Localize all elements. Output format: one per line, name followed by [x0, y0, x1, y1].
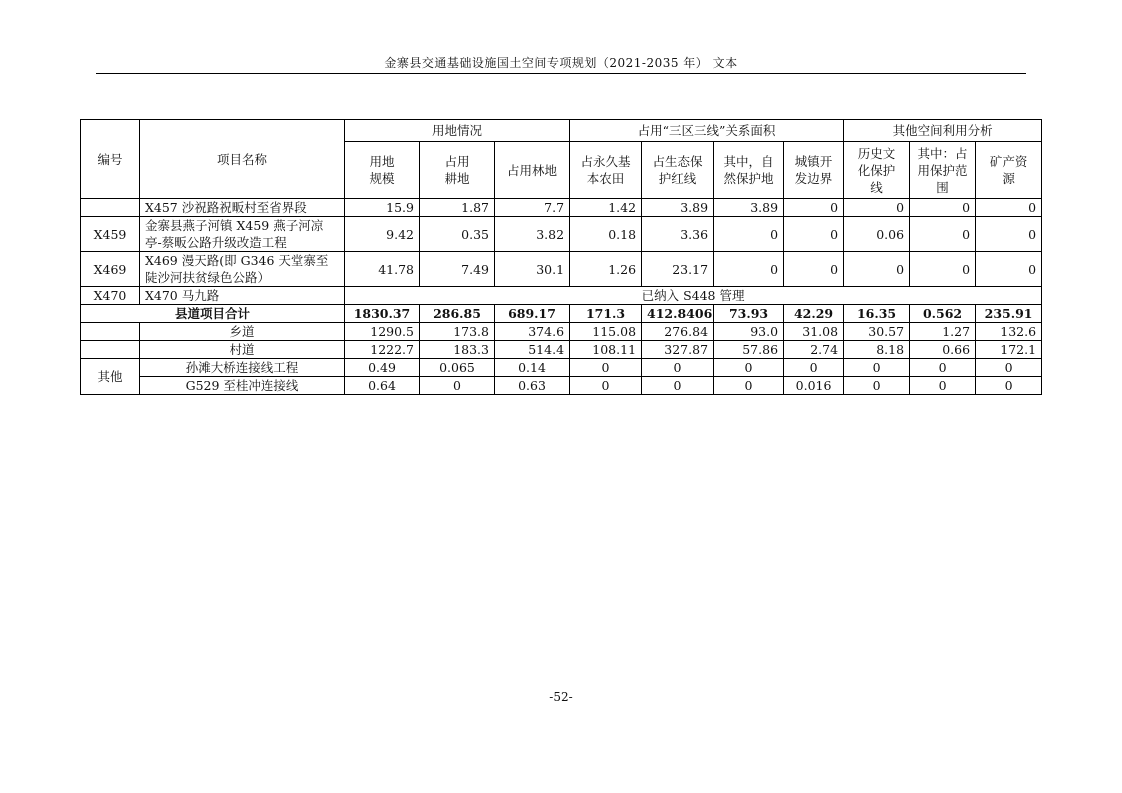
table-body	[81, 199, 1042, 395]
value-cell: 0	[420, 377, 495, 395]
value-cell: 1.87	[420, 199, 495, 217]
value-cell: 0	[844, 377, 910, 395]
value-cell: 3.89	[714, 199, 784, 217]
value-cell: 0	[844, 359, 910, 377]
value-cell: 115.08	[570, 323, 642, 341]
value-cell: 0.06	[844, 217, 910, 252]
road-type-name: 乡道	[140, 323, 345, 341]
value-cell: 0	[910, 359, 976, 377]
value-cell: 0	[714, 377, 784, 395]
table-row	[81, 323, 1042, 341]
total-value: 73.93	[714, 305, 784, 323]
col-name-header: 项目名称	[140, 120, 345, 199]
value-cell: 172.1	[976, 341, 1042, 359]
group-land-use: 用地情况	[345, 120, 570, 142]
total-label: 县道项目合计	[81, 305, 345, 323]
project-code: X470	[81, 287, 140, 305]
value-cell: 0.49	[345, 359, 420, 377]
value-cell: 0	[910, 377, 976, 395]
value-cell: 0	[844, 252, 910, 287]
total-row	[81, 305, 1042, 323]
value-cell: 0	[784, 199, 844, 217]
total-value: 1830.37	[345, 305, 420, 323]
total-value: 689.17	[495, 305, 570, 323]
value-cell: 0	[976, 359, 1042, 377]
value-cell: 2.74	[784, 341, 844, 359]
value-cell: 31.08	[784, 323, 844, 341]
value-cell: 0.065	[420, 359, 495, 377]
value-cell: 173.8	[420, 323, 495, 341]
value-cell: 3.89	[642, 199, 714, 217]
value-cell: 276.84	[642, 323, 714, 341]
table-row	[81, 199, 1042, 217]
value-cell: 0	[976, 377, 1042, 395]
value-cell: 0	[642, 359, 714, 377]
value-cell: 132.6	[976, 323, 1042, 341]
value-cell: 7.49	[420, 252, 495, 287]
value-cell: 0.63	[495, 377, 570, 395]
subheader-4: 占生态保 护红线	[642, 142, 714, 199]
value-cell: 23.17	[642, 252, 714, 287]
value-cell: 9.42	[345, 217, 420, 252]
value-cell: 41.78	[345, 252, 420, 287]
land-use-table	[80, 119, 1042, 395]
subheader-2: 占用林地	[495, 142, 570, 199]
value-cell: 183.3	[420, 341, 495, 359]
subheader-0: 用地 规模	[345, 142, 420, 199]
header-rule	[96, 73, 1026, 74]
page-number: -52-	[549, 690, 573, 704]
value-cell: 0	[714, 359, 784, 377]
value-cell: 374.6	[495, 323, 570, 341]
value-cell: 0.64	[345, 377, 420, 395]
total-value: 286.85	[420, 305, 495, 323]
subheader-7: 历史文 化保护 线	[844, 142, 910, 199]
subheader-6: 城镇开 发边界	[784, 142, 844, 199]
empty-code-cell	[81, 341, 140, 359]
merged-note: 已纳入 S448 管理	[345, 287, 1042, 305]
total-value: 412.8406	[642, 305, 714, 323]
total-value: 0.562	[910, 305, 976, 323]
total-value: 16.35	[844, 305, 910, 323]
value-cell: 93.0	[714, 323, 784, 341]
group-other-space: 其他空间利用分析	[844, 120, 1042, 142]
project-code	[81, 199, 140, 217]
table-row	[81, 252, 1042, 287]
col-code-header: 编号	[81, 120, 140, 199]
value-cell: 3.36	[642, 217, 714, 252]
table-row	[81, 377, 1042, 395]
value-cell: 0	[784, 359, 844, 377]
project-name: X470 马九路	[140, 287, 345, 305]
value-cell: 15.9	[345, 199, 420, 217]
value-cell: 1.26	[570, 252, 642, 287]
value-cell: 0	[642, 377, 714, 395]
value-cell: 0	[570, 377, 642, 395]
subheader-3: 占永久基 本农田	[570, 142, 642, 199]
total-value: 235.91	[976, 305, 1042, 323]
group-header-row	[81, 120, 1042, 142]
value-cell: 0	[976, 217, 1042, 252]
value-cell: 57.86	[714, 341, 784, 359]
value-cell: 0	[910, 199, 976, 217]
empty-code-cell	[81, 323, 140, 341]
value-cell: 0	[714, 217, 784, 252]
value-cell: 1222.7	[345, 341, 420, 359]
value-cell: 514.4	[495, 341, 570, 359]
table-row	[81, 217, 1042, 252]
total-value: 42.29	[784, 305, 844, 323]
value-cell: 30.1	[495, 252, 570, 287]
value-cell: 108.11	[570, 341, 642, 359]
other-label: 其他	[81, 359, 140, 395]
group-three-zones: 占用“三区三线”关系面积	[570, 120, 844, 142]
value-cell: 0	[910, 217, 976, 252]
value-cell: 327.87	[642, 341, 714, 359]
project-code: X459	[81, 217, 140, 252]
value-cell: 0	[784, 217, 844, 252]
value-cell: 0.016	[784, 377, 844, 395]
road-type-name: 村道	[140, 341, 345, 359]
subheader-9: 矿产资 源	[976, 142, 1042, 199]
value-cell: 30.57	[844, 323, 910, 341]
value-cell: 0	[844, 199, 910, 217]
value-cell: 3.82	[495, 217, 570, 252]
project-name: X457 沙祝路祝畈村至省界段	[140, 199, 345, 217]
table-row-merged	[81, 287, 1042, 305]
total-value: 171.3	[570, 305, 642, 323]
value-cell: 0.18	[570, 217, 642, 252]
subheader-5: 其中，自 然保护地	[714, 142, 784, 199]
value-cell: 0.14	[495, 359, 570, 377]
value-cell: 0	[910, 252, 976, 287]
value-cell: 7.7	[495, 199, 570, 217]
project-name: 金寨县燕子河镇 X459 燕子河凉亭-蔡畈公路升级改造工程	[140, 217, 345, 252]
value-cell: 0.35	[420, 217, 495, 252]
table-row	[81, 341, 1042, 359]
value-cell: 8.18	[844, 341, 910, 359]
value-cell: 0	[570, 359, 642, 377]
value-cell: 1.42	[570, 199, 642, 217]
subheader-1: 占用 耕地	[420, 142, 495, 199]
value-cell: 0	[784, 252, 844, 287]
value-cell: 0	[714, 252, 784, 287]
value-cell: 0.66	[910, 341, 976, 359]
project-name: 孙滩大桥连接线工程	[140, 359, 345, 377]
table-row	[81, 359, 1042, 377]
value-cell: 0	[976, 199, 1042, 217]
subheader-8: 其中：占 用保护范 围	[910, 142, 976, 199]
project-name: G529 至桂冲连接线	[140, 377, 345, 395]
project-name: X469 漫天路(即 G346 天堂寨至陡沙河扶贫绿色公路）	[140, 252, 345, 287]
value-cell: 0	[976, 252, 1042, 287]
value-cell: 1.27	[910, 323, 976, 341]
document-header-title: 金寨县交通基础设施国土空间专项规划（2021-2035 年） 文本	[384, 56, 738, 70]
value-cell: 1290.5	[345, 323, 420, 341]
project-code: X469	[81, 252, 140, 287]
